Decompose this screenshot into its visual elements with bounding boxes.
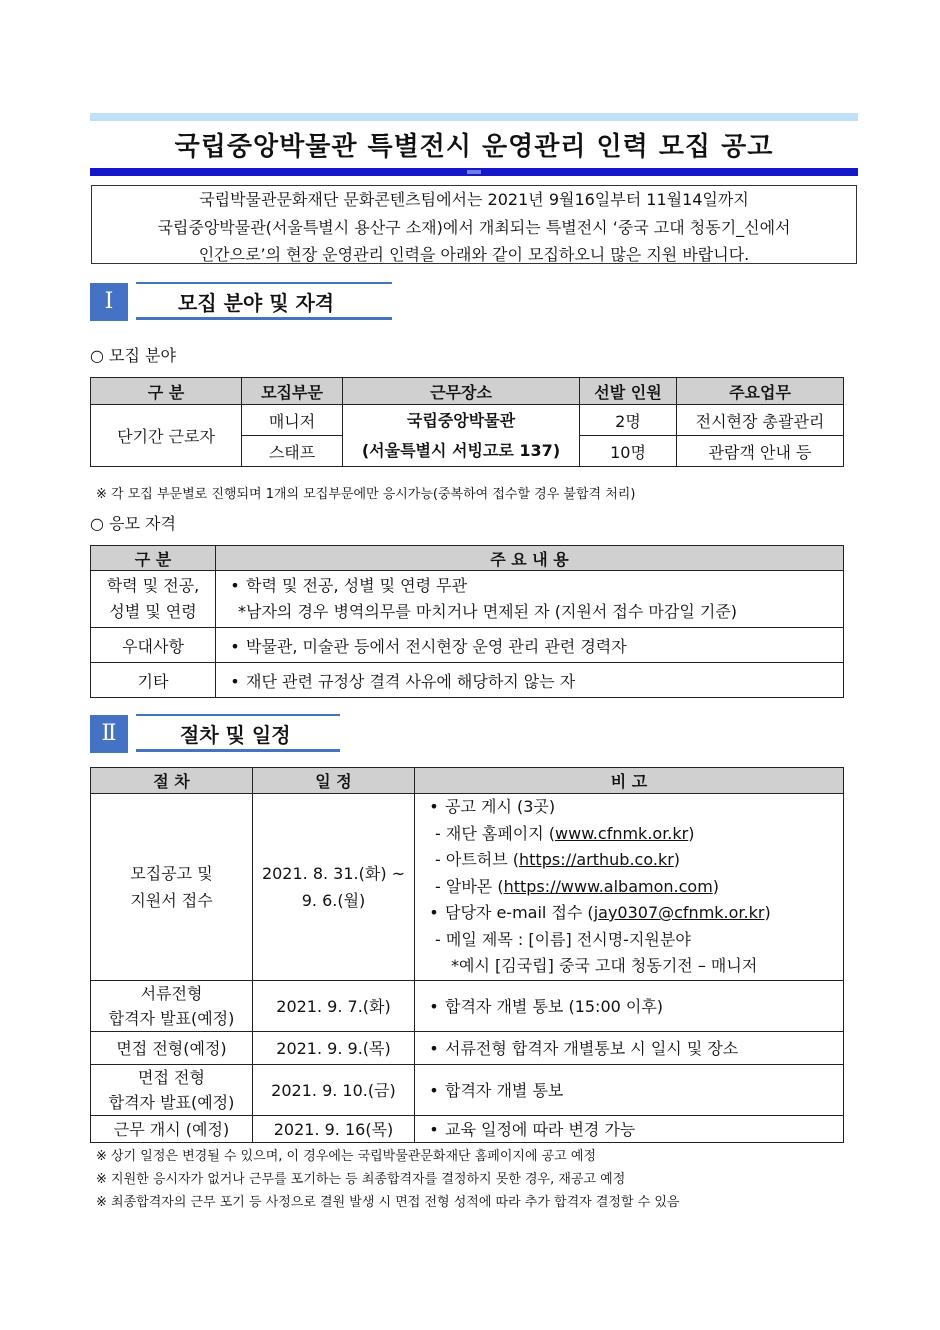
- qual-category-cell: [91, 571, 216, 628]
- section-2-top-line: [136, 714, 340, 716]
- qual-content-cell: [216, 663, 844, 698]
- date-cell: 2021. 9. 16(목): [253, 1115, 415, 1142]
- step-cell: 면접 전형(예정): [91, 1031, 253, 1064]
- qual-content-cell: [216, 571, 844, 628]
- note-text: 합격자 개별 통보: [445, 1081, 564, 1100]
- place-line: (서울특별시 서빙고로 137): [361, 440, 561, 460]
- col-header: 선발 인원: [580, 378, 677, 405]
- qualification-table: [90, 545, 844, 698]
- date-cell: 2021. 9. 10.(금): [253, 1064, 415, 1115]
- note-text: - 재단 홈페이지 (: [435, 823, 556, 843]
- bullet-icon: •: [429, 797, 439, 816]
- email-link[interactable]: jay0307@cfnmk.or.kr: [593, 903, 765, 922]
- duty-cell: 전시현장 총괄관리: [677, 405, 844, 436]
- recruit-field-table: [90, 377, 844, 467]
- note-cell: [415, 1031, 844, 1064]
- count-cell: 2명: [580, 405, 677, 436]
- bullet-icon: •: [230, 636, 240, 656]
- step-cell: [91, 1064, 253, 1115]
- note-text: 담당자 e-mail 접수 (: [445, 903, 594, 922]
- step-line: 서류전형: [140, 983, 203, 1003]
- intro-line: 국립중앙박물관(서울특별시 용산구 소재)에서 개최되는 특별전시 ‘중국 고대 청동기_신에서: [157, 217, 791, 237]
- intro-line: 인간으로’의 현장 운영관리 인력을 아래와 같이 모집하오니 많은 지원 바랍니다.: [198, 245, 750, 264]
- intro-line: 국립박물관문화재단 문화콘텐츠팀에서는 2021년 9월16일부터 11월14일까지: [199, 190, 749, 209]
- col-header: 구 분: [91, 546, 216, 571]
- col-header: 비 고: [415, 768, 844, 794]
- bullet-icon: •: [429, 1081, 439, 1100]
- note-text: 교육 일정에 따라 변경 가능: [445, 1120, 636, 1139]
- date-cell: 2021. 9. 9.(목): [253, 1031, 415, 1064]
- col-header: 모집부문: [242, 378, 343, 405]
- qual-category-line: 성별 및 연령: [109, 602, 197, 621]
- qual-text: 박물관, 미술관 등에서 전시현장 운영 관리 관련 경력자: [246, 636, 627, 656]
- note-text: *예시 [김국립] 중국 고대 청동기전 – 매니저: [451, 956, 758, 975]
- date-line: 2021. 8. 31.(화) ~: [261, 863, 406, 883]
- footnote: ※ 지원한 응시자가 없거나 근무를 포기하는 등 최종합격자를 결정하지 못한 경우, 재공고 예정: [96, 1172, 626, 1187]
- step-line: 합격자 발표(예정): [108, 1092, 235, 1112]
- step-line: 모집공고 및: [130, 863, 213, 883]
- note-text: - 메일 제목 : [이름] 전시명-지원분야: [435, 929, 691, 949]
- note-text: - 알바몬 (: [435, 876, 504, 896]
- document-title: 국립중앙박물관 특별전시 운영관리 인력 모집 공고: [174, 132, 774, 162]
- date-line: 9. 6.(월): [301, 890, 366, 910]
- place-line: 국립중앙박물관: [406, 410, 516, 430]
- section-2-title: 절차 및 일정: [180, 723, 291, 747]
- note-text: 합격자 개별 통보 (15:00 이후): [445, 997, 664, 1016]
- section-1-number: Ⅰ: [90, 283, 128, 321]
- note-cell: [415, 1064, 844, 1115]
- qual-category-cell: 기타: [91, 663, 216, 698]
- step-line: 면접 전형: [138, 1067, 205, 1087]
- albamon-link[interactable]: https://www.albamon.com: [503, 876, 713, 896]
- date-cell: [253, 794, 415, 981]
- note-cell: • 공고 게시 (3곳) - 재단 홈페이지 (www.cfnmk.or.kr) - 아트허브 (https://arthub.co.kr) - 알바몬 (https://www.albamon.com) • 담당자 e-mail 접수 (jay0307@cfnmk.or.kr) - 메일 제목 : [이름] 전시명-지원분야 *예시 [김국립] 중국 고대 청동기전 – 매니저: [415, 794, 844, 981]
- col-header: 주 요 내 용: [216, 546, 844, 571]
- category-cell: 단기간 근로자: [91, 405, 242, 467]
- qual-text: *남자의 경우 병역의무를 마치거나 면제된 자 (지원서 접수 마감일 기준): [238, 602, 738, 621]
- col-header: 일 정: [253, 768, 415, 794]
- field-heading: ○ 모집 분야: [90, 346, 176, 365]
- intro-box: [91, 185, 857, 264]
- bullet-icon: •: [429, 1120, 439, 1139]
- place-cell: [343, 405, 580, 467]
- duty-cell: 관람객 안내 등: [677, 436, 844, 467]
- note-cell: [415, 980, 844, 1031]
- dept-cell: 매니저: [242, 405, 343, 436]
- qual-text: 재단 관련 규정상 결격 사유에 해당하지 않는 자: [246, 671, 576, 691]
- title-bottom-bar: [90, 168, 858, 176]
- dept-cell: 스태프: [242, 436, 343, 467]
- arthub-link[interactable]: https://arthub.co.kr: [519, 850, 674, 869]
- footnote: ※ 상기 일정은 변경될 수 있으며, 이 경우에는 국립박물관문화재단 홈페이지에 공고 예정: [96, 1149, 597, 1164]
- bullet-icon: •: [230, 576, 240, 595]
- footnotes: [96, 1145, 679, 1214]
- section-1-title: 모집 분야 및 자격: [178, 291, 335, 315]
- section-1-bottom-line: [136, 317, 392, 320]
- date-cell: 2021. 9. 7.(화): [253, 980, 415, 1031]
- section-2-bottom-line: [136, 749, 340, 752]
- section-1-top-line: [136, 282, 392, 284]
- schedule-table: [90, 767, 844, 1143]
- note-text: 서류전형 합격자 개별통보 시 일시 및 장소: [445, 1039, 739, 1058]
- qual-category-cell: 우대사항: [91, 628, 216, 663]
- field-note: ※ 각 모집 부문별로 진행되며 1개의 모집부문에만 응시가능(중복하여 접수할 경우 불합격 처리): [96, 487, 636, 502]
- bullet-icon: •: [429, 997, 439, 1016]
- section-2-number: Ⅱ: [90, 715, 128, 753]
- qual-text: 학력 및 전공, 성별 및 연령 무관: [246, 576, 468, 595]
- step-cell: [91, 980, 253, 1031]
- col-header: 절 차: [91, 768, 253, 794]
- col-header: 구 분: [91, 378, 242, 405]
- title-top-bar: [90, 113, 858, 121]
- note-text: 공고 게시 (3곳): [445, 797, 556, 816]
- bullet-icon: •: [230, 671, 240, 691]
- step-line: 지원서 접수: [130, 890, 213, 910]
- homepage-link[interactable]: www.cfnmk.or.kr: [555, 823, 689, 843]
- bullet-icon: •: [429, 1039, 439, 1058]
- bullet-icon: •: [429, 903, 439, 922]
- col-header: 주요업무: [677, 378, 844, 405]
- step-cell: 근무 개시 (예정): [91, 1115, 253, 1142]
- col-header: 근무장소: [343, 378, 580, 405]
- note-cell: [415, 1115, 844, 1142]
- count-cell: 10명: [580, 436, 677, 467]
- note-text: - 아트허브 (: [435, 850, 520, 869]
- qual-heading: ○ 응모 자격: [90, 514, 176, 533]
- qual-content-cell: [216, 628, 844, 663]
- footnote: ※ 최종합격자의 근무 포기 등 사정으로 결원 발생 시 면접 전형 성적에 따라 추가 합격자 결정할 수 있음: [96, 1195, 680, 1210]
- qual-category-line: 학력 및 전공,: [106, 576, 200, 595]
- step-cell: [91, 794, 253, 981]
- step-line: 합격자 발표(예정): [108, 1008, 235, 1028]
